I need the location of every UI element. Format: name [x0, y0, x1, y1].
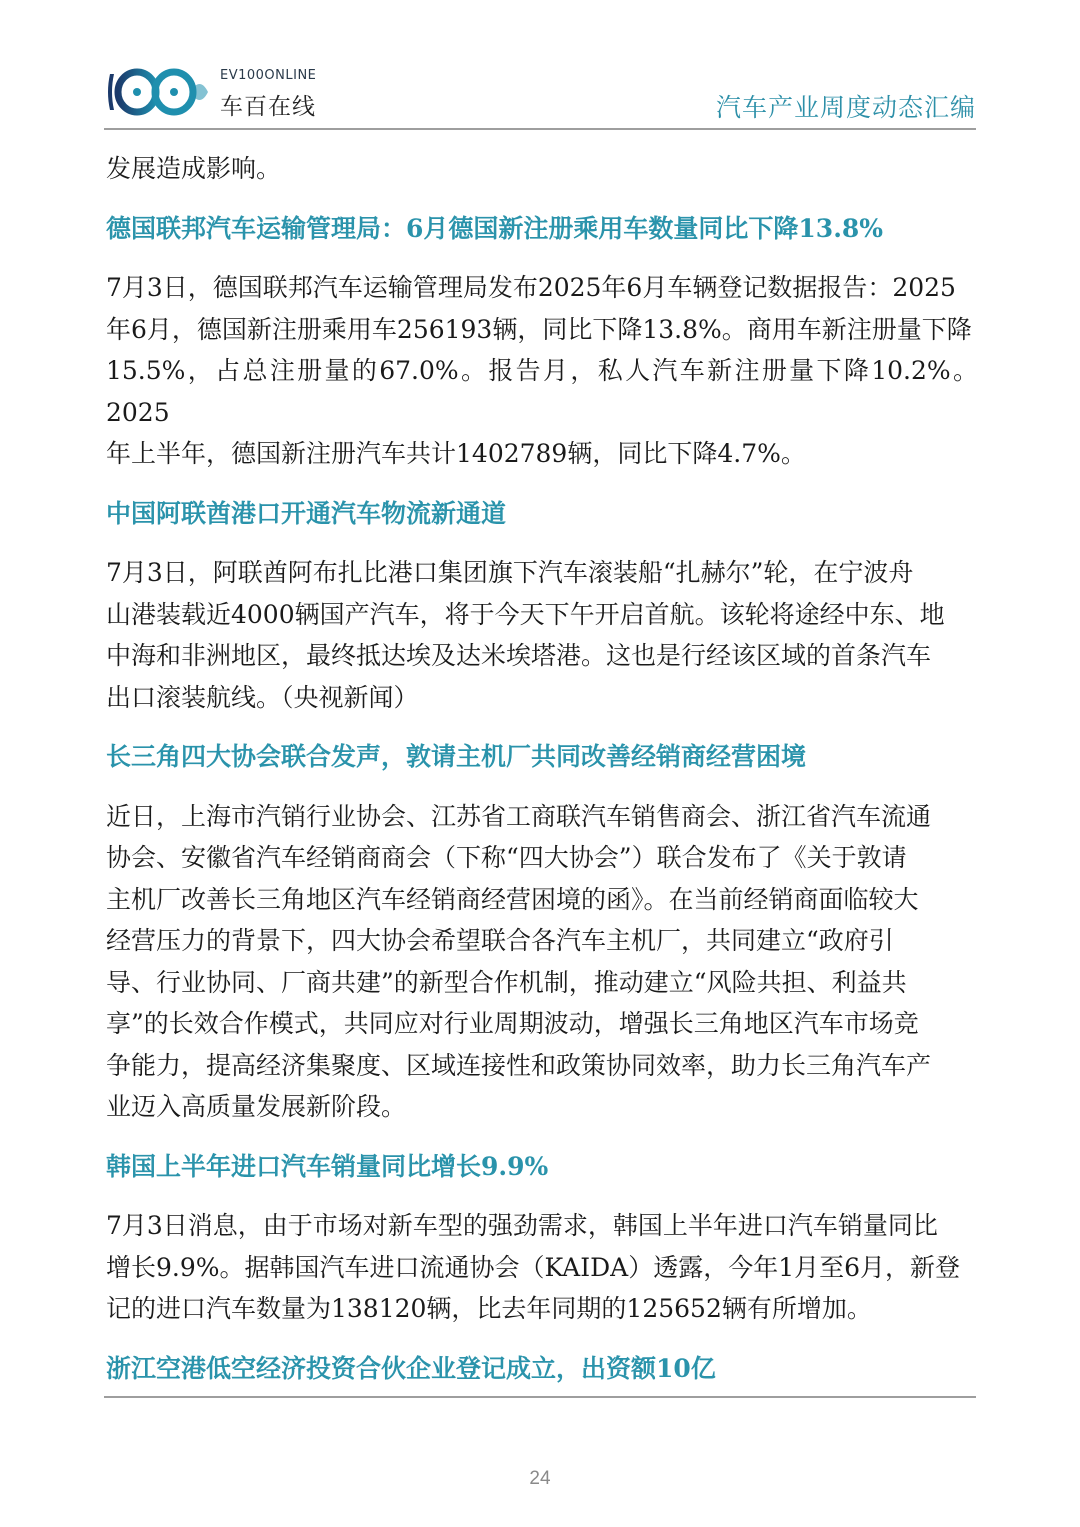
article-heading: 长三角四大协会联合发声，敦请主机厂共同改善经销商经营困境	[106, 742, 807, 771]
article-line: 7月3日消息，由于市场对新车型的强劲需求，韩国上半年进口汽车销量同比	[106, 1211, 938, 1240]
header-divider	[104, 128, 976, 130]
article-line: 主机厂改善长三角地区汽车经销商经营困境的函》。在当前经销商面临较大	[106, 884, 919, 914]
article-line: 业迈入高质量发展新阶段。	[106, 1092, 407, 1121]
article-5	[106, 1348, 978, 1390]
article-line: 年上半年，德国新注册汽车共计1402789辆，同比下降4.7%。	[106, 439, 806, 468]
article-1	[106, 208, 978, 493]
article-line: 记的进口汽车数量为138120辆，比去年同期的125652辆有所增加。	[106, 1294, 872, 1323]
footer-divider	[104, 1396, 976, 1398]
article-3	[106, 736, 978, 1146]
article-heading: 德国联邦汽车运输管理局：6月德国新注册乘用车数量同比下降13.8%	[106, 213, 884, 243]
brand-name-cn: 车百在线	[220, 94, 316, 120]
article-heading: 中国阿联酋港口开通汽车物流新通道	[106, 498, 507, 528]
page-number: 24	[529, 1468, 551, 1489]
article-line: 15.5%，占总注册量的67.0%。报告月，私人汽车新注册量下降10.2%。2025	[106, 356, 978, 427]
article-heading: 浙江空港低空经济投资合伙企业登记成立，出资额10亿	[106, 1353, 716, 1383]
article-line: 近日，上海市汽销行业协会、江苏省工商联汽车销售商会、浙江省汽车流通	[106, 801, 932, 831]
intro-line: 发展造成影响。	[106, 154, 282, 183]
article-line: 山港装载近4000辆国产汽车，将于今天下午开启首航。该轮将途经中东、地	[106, 599, 945, 629]
article-line: 7月3日，阿联酋阿布扎比港口集团旗下汽车滚装船“扎赫尔”轮，在宁波舟	[106, 558, 914, 587]
article-line: 协会、安徽省汽车经销商商会（下称“四大协会”）联合发布了《关于敦请	[106, 843, 907, 872]
article-line: 中海和非洲地区，最终抵达埃及达米埃塔港。这也是行经该区域的首条汽车	[106, 641, 932, 670]
article-line: 增长9.9%。据韩国汽车进口流通协会（KAIDA）透露，今年1月至6月，新登	[106, 1252, 961, 1282]
article-line: 享”的长效合作模式，共同应对行业周期波动，增强长三角地区汽车市场竞	[106, 1009, 919, 1038]
brand-name-en: EV100ONLINE	[220, 68, 317, 83]
article-heading: 韩国上半年进口汽车销量同比增长9.9%	[106, 1151, 549, 1181]
article-line: 年6月，德国新注册乘用车256193辆，同比下降13.8%。商用车新注册量下降	[106, 314, 972, 344]
page-header	[104, 58, 976, 130]
article-body	[106, 148, 978, 1389]
publication-title: 汽车产业周度动态汇编	[715, 93, 976, 122]
article-line: 出口滚装航线。（央视新闻）	[106, 682, 419, 712]
article-line: 经营压力的背景下，四大协会希望联合各汽车主机厂，共同建立“政府引	[106, 926, 894, 955]
article-2	[106, 493, 978, 737]
ev100-logo	[104, 66, 212, 118]
article-line: 争能力，提高经济集聚度、区域连接性和政策协同效率，助力长三角汽车产	[106, 1050, 932, 1080]
article-4	[106, 1146, 978, 1348]
article-line: 导、行业协同、厂商共建”的新型合作机制，推动建立“风险共担、利益共	[106, 967, 907, 997]
article-line: 7月3日，德国联邦汽车运输管理局发布2025年6月车辆登记数据报告：2025	[106, 273, 956, 302]
